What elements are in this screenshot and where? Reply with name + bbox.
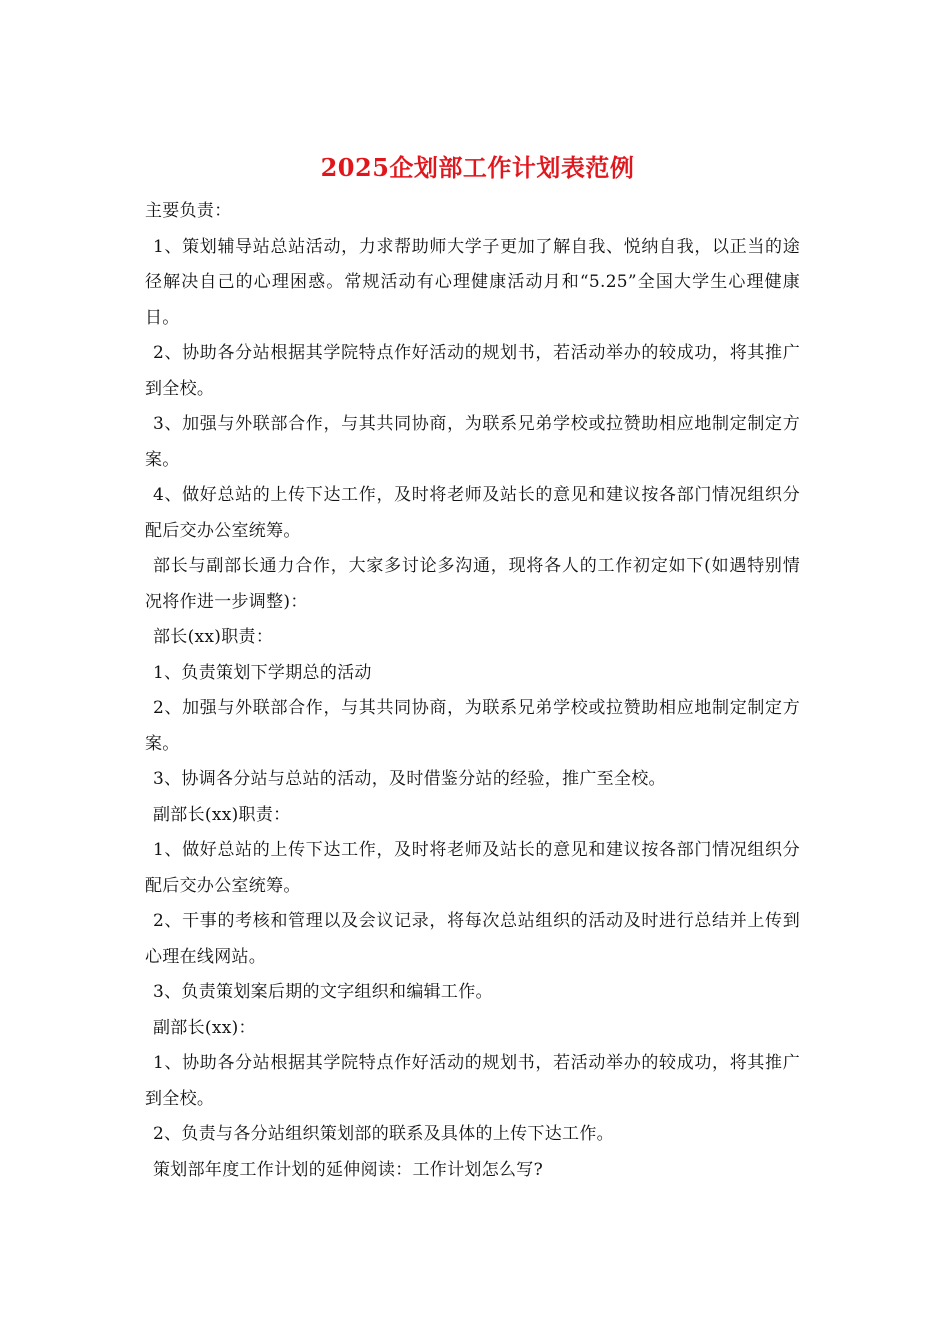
paragraph: 1、协助各分站根据其学院特点作好活动的规划书，若活动举办的较成功，将其推广到全校。 (145, 1053, 800, 1109)
paragraph: 2、负责与各分站组织策划部的联系及具体的上传下达工作。 (153, 1124, 614, 1144)
paragraph: 策划部年度工作计划的延伸阅读：工作计划怎么写? (153, 1159, 544, 1180)
section-heading: 副部长(xx)： (153, 1017, 256, 1038)
document-title: 2025企划部工作计划表范例 (320, 153, 635, 182)
document-body (145, 194, 800, 1188)
paragraph: 1、策划辅导站总站活动，力求帮助师大学子更加了解自我、悦纳自我，以正当的途径解决自己的心理困惑。常规活动有心理健康活动月和“5.25”全国大学生心理健康日。 (145, 236, 800, 328)
paragraph: 2、协助各分站根据其学院特点作好活动的规划书，若活动举办的较成功，将其推广到全校。 (145, 343, 800, 399)
document-page (145, 150, 800, 1188)
paragraph: 2、加强与外联部合作，与其共同协商，为联系兄弟学校或拉赞助相应地制定制定方案。 (145, 698, 800, 754)
paragraph: 3、协调各分站与总站的活动，及时借鉴分站的经验，推广至全校。 (153, 769, 666, 789)
section-heading: 副部长(xx)职责： (153, 804, 291, 825)
paragraph: 部长与副部长通力合作，大家多讨论多沟通，现将各人的工作初定如下(如遇特别情况将作进一步调整)： (145, 556, 800, 612)
section-heading: 部长(xx)职责： (153, 627, 274, 647)
paragraph: 2、干事的考核和管理以及会议记录，将每次总站组织的活动及时进行总结并上传到心理在线网站。 (145, 911, 800, 967)
paragraph: 主要负责： (145, 201, 232, 221)
paragraph: 3、负责策划案后期的文字组织和编辑工作。 (153, 982, 493, 1002)
paragraph: 1、负责策划下学期总的活动 (153, 662, 372, 683)
paragraph: 1、做好总站的上传下达工作，及时将老师及站长的意见和建议按各部门情况组织分配后交办公室统筹。 (145, 840, 800, 896)
paragraph: 3、加强与外联部合作，与其共同协商，为联系兄弟学校或拉赞助相应地制定制定方案。 (145, 414, 800, 470)
paragraph: 4、做好总站的上传下达工作，及时将老师及站长的意见和建议按各部门情况组织分配后交办公室统筹。 (145, 485, 800, 541)
